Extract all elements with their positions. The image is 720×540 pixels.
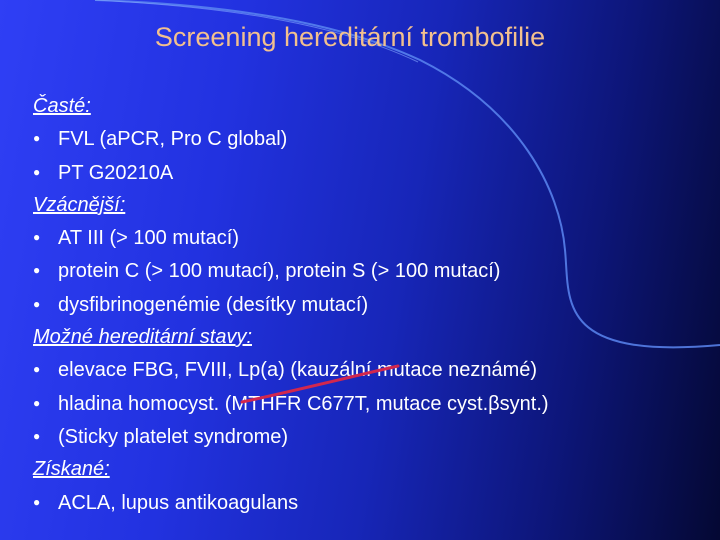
bullet-item-text: AT III (> 100 mutací) — [58, 227, 239, 250]
bullet-item — [33, 254, 713, 287]
bullet-item — [33, 353, 713, 386]
bullet-item-text: (Sticky platelet syndrome) — [58, 425, 289, 448]
bullet-dot-icon: ● — [33, 395, 41, 410]
bullet-dot-icon: ● — [33, 263, 41, 278]
bullet-dot-icon: ● — [33, 131, 41, 146]
section-heading-text: Časté: — [33, 95, 91, 117]
section-heading — [33, 90, 713, 122]
bullet-item — [33, 387, 713, 420]
bullet-item-text: PT G20210A — [58, 161, 174, 184]
section-heading-text: Získané: — [33, 458, 110, 481]
bullet-dot-icon: ● — [33, 230, 41, 245]
section-heading-text: Možné hereditární stavy: — [33, 326, 252, 349]
section-heading-text: Vzácnější: — [33, 193, 126, 216]
bullet-item — [33, 156, 713, 189]
bullet-item — [33, 420, 713, 453]
bullet-dot-icon: ● — [33, 428, 41, 443]
bullet-dot-icon: ● — [33, 164, 41, 179]
bullet-item-text: dysfibrinogenémie (desítky mutací) — [58, 293, 369, 316]
bullet-item-text: protein C (> 100 mutací), protein S (> 100 mutací) — [58, 260, 501, 283]
section-heading — [33, 321, 713, 353]
bullet-item-text: ACLA, lupus antikoagulans — [58, 491, 299, 514]
bullet-dot-icon: ● — [33, 362, 41, 377]
bullet-dot-icon: ● — [33, 494, 41, 509]
bullet-item-text: FVL (aPCR, Pro C global) — [58, 128, 288, 151]
bullet-item — [33, 122, 713, 155]
slide-content — [33, 90, 713, 519]
bullet-item — [33, 288, 713, 321]
section-heading — [33, 453, 713, 485]
bullet-item — [33, 486, 713, 519]
slide-title: Screening hereditární trombofilie — [154, 22, 546, 52]
bullet-dot-icon: ● — [33, 296, 41, 311]
bullet-item-text: hladina homocyst. (MTHFR C677T, mutace cyst.βsynt.) — [58, 392, 549, 415]
bullet-item — [33, 221, 713, 254]
section-heading — [33, 189, 713, 221]
bullet-item-text: elevace FBG, FVIII, Lp(a) (kauzální mutace neznámé) — [58, 359, 538, 382]
